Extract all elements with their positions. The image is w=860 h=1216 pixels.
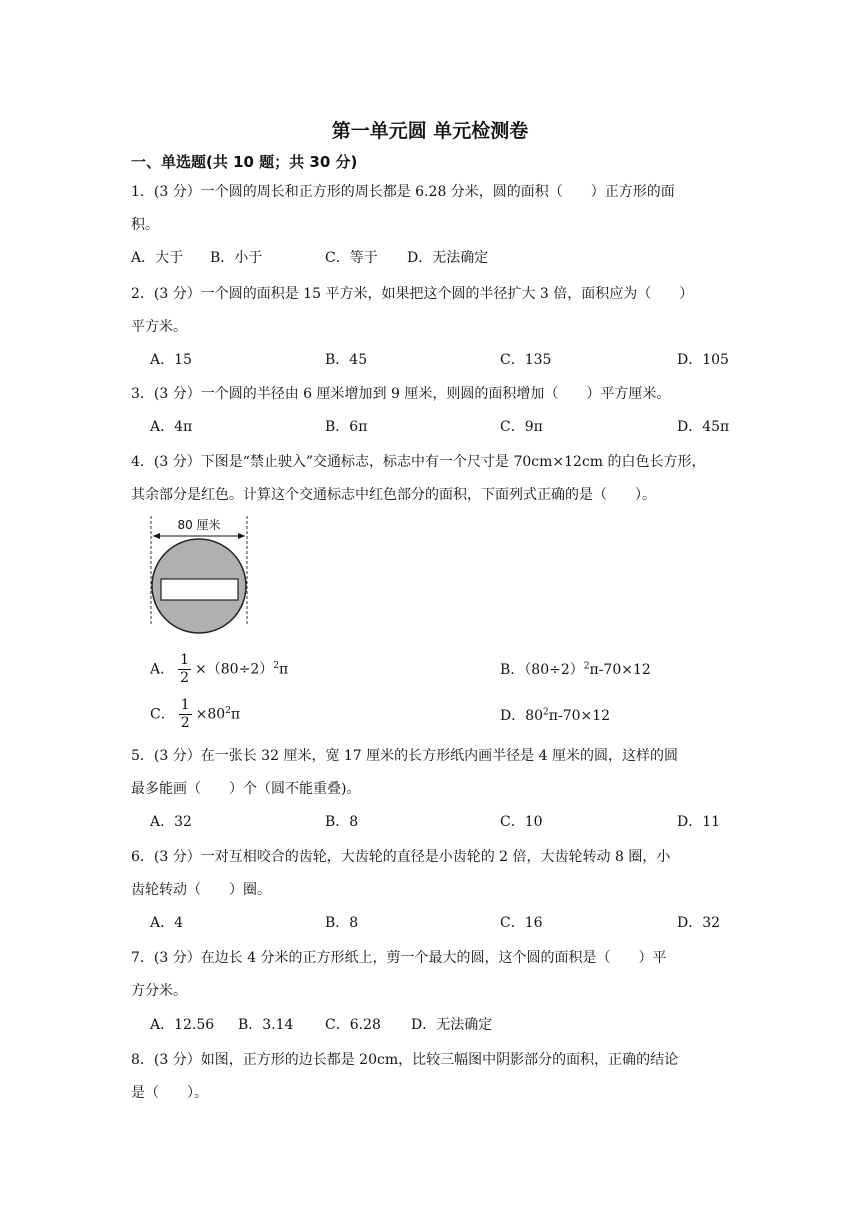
question-4-line-2: 其余部分是红色。计算这个交通标志中红色部分的面积，下面列式正确的是（ ）。 xyxy=(131,487,656,503)
question-5-line-1: 5．(3 分）在一张长 32 厘米，宽 17 厘米的长方形纸内画半径是 4 厘米的圆，这样的圆 xyxy=(131,748,678,764)
q4-option-c[interactable]: C． $\frac{1}{2}$ $\times 80^2\pi$ xyxy=(150,697,241,731)
white-rectangle xyxy=(161,579,238,600)
q5-option-d[interactable]: D．11 xyxy=(677,814,721,830)
fraction-one-half: $\frac{1}{2}$ xyxy=(180,697,190,731)
q7-option-a[interactable]: A．12.56 xyxy=(150,1017,215,1033)
section-heading: 一、单选题(共 10 题；共 30 分) xyxy=(131,153,358,171)
q7-option-c[interactable]: C．6.28 xyxy=(325,1017,381,1033)
q2-option-a[interactable]: A．15 xyxy=(150,352,192,368)
q3-option-d[interactable]: D．45π xyxy=(677,419,730,435)
q3-option-a[interactable]: A．4π xyxy=(150,419,193,435)
q1-option-c[interactable]: C．等于 xyxy=(325,250,378,266)
q1-option-d[interactable]: D．无法确定 xyxy=(407,250,489,266)
width-label: 80 厘米 xyxy=(177,518,221,532)
q6-option-c[interactable]: C．16 xyxy=(500,915,543,931)
question-8-line-2: 是（ ）。 xyxy=(131,1085,208,1101)
question-6-line-2: 齿轮转动（ ）圈。 xyxy=(131,882,271,898)
q4-option-a[interactable]: A． $\frac{1}{2}$ $\times(80\div 2)^2\pi$ xyxy=(150,652,289,686)
q3-option-b[interactable]: B．6π xyxy=(325,419,368,435)
q4-option-b[interactable]: B．$(80\div 2)^2\pi-70\times 12$ xyxy=(500,661,651,678)
question-2-line-2: 平方米。 xyxy=(131,319,187,335)
q7-option-d[interactable]: D．无法确定 xyxy=(411,1017,493,1033)
q6-option-d[interactable]: D．32 xyxy=(677,915,721,931)
question-4-line-1: 4．(3 分）下图是“禁止驶入”交通标志，标志中有一个尺寸是 70cm×12cm 的白色长方形， xyxy=(131,454,706,470)
question-7-line-1: 7．(3 分）在边长 4 分米的正方形纸上，剪一个最大的圆，这个圆的面积是（ ）平 xyxy=(131,950,667,966)
q5-option-a[interactable]: A．32 xyxy=(150,814,192,830)
question-7-line-2: 方分米。 xyxy=(131,983,187,999)
q6-option-a[interactable]: A．4 xyxy=(150,915,184,931)
q5-option-b[interactable]: B．8 xyxy=(325,814,359,830)
question-6-line-1: 6．(3 分）一对互相咬合的齿轮，大齿轮的直径是小齿轮的 2 倍，大齿轮转动 8 圈，小 xyxy=(131,849,671,865)
fraction-one-half: $\frac{1}{2}$ xyxy=(180,652,190,686)
page-title: 第一单元圆 单元检测卷 xyxy=(331,120,529,142)
question-8-line-1: 8．(3 分）如图，正方形的边长都是 20cm，比较三幅图中阴影部分的面积，正确的结论 xyxy=(131,1052,679,1068)
q7-option-b[interactable]: B．3.14 xyxy=(238,1017,294,1033)
q3-option-c[interactable]: C．9π xyxy=(500,419,543,435)
question-2-line-1: 2．(3 分）一个圆的面积是 15 平方米，如果把这个圆的半径扩大 3 倍，面积应为（ ） xyxy=(131,286,694,302)
q2-option-c[interactable]: C．135 xyxy=(500,352,552,368)
question-1-line-1: 1．(3 分）一个圆的周长和正方形的周长都是 6.28 分米，圆的面积（ ）正方形的面 xyxy=(131,184,675,200)
question-1-line-2: 积。 xyxy=(131,217,159,233)
q5-option-c[interactable]: C．10 xyxy=(500,814,543,830)
right-arrow-head xyxy=(238,533,245,539)
q1-option-b[interactable]: B．小于 xyxy=(210,250,263,266)
question-5-line-2: 最多能画（ ）个（圆不能重叠)。 xyxy=(131,781,361,797)
left-arrow-head xyxy=(153,533,160,539)
q2-option-d[interactable]: D．105 xyxy=(677,352,729,368)
q4-option-d[interactable]: D．$80^2\pi-70\times 12$ xyxy=(500,707,611,724)
q6-option-b[interactable]: B．8 xyxy=(325,915,359,931)
q2-option-b[interactable]: B．45 xyxy=(325,352,368,368)
question-3-line-1: 3．(3 分）一个圆的半径由 6 厘米增加到 9 厘米，则圆的面积增加（ ）平方厘米。 xyxy=(131,386,671,402)
no-entry-sign-figure xyxy=(145,514,255,638)
q1-option-a[interactable]: A．大于 xyxy=(131,250,184,266)
